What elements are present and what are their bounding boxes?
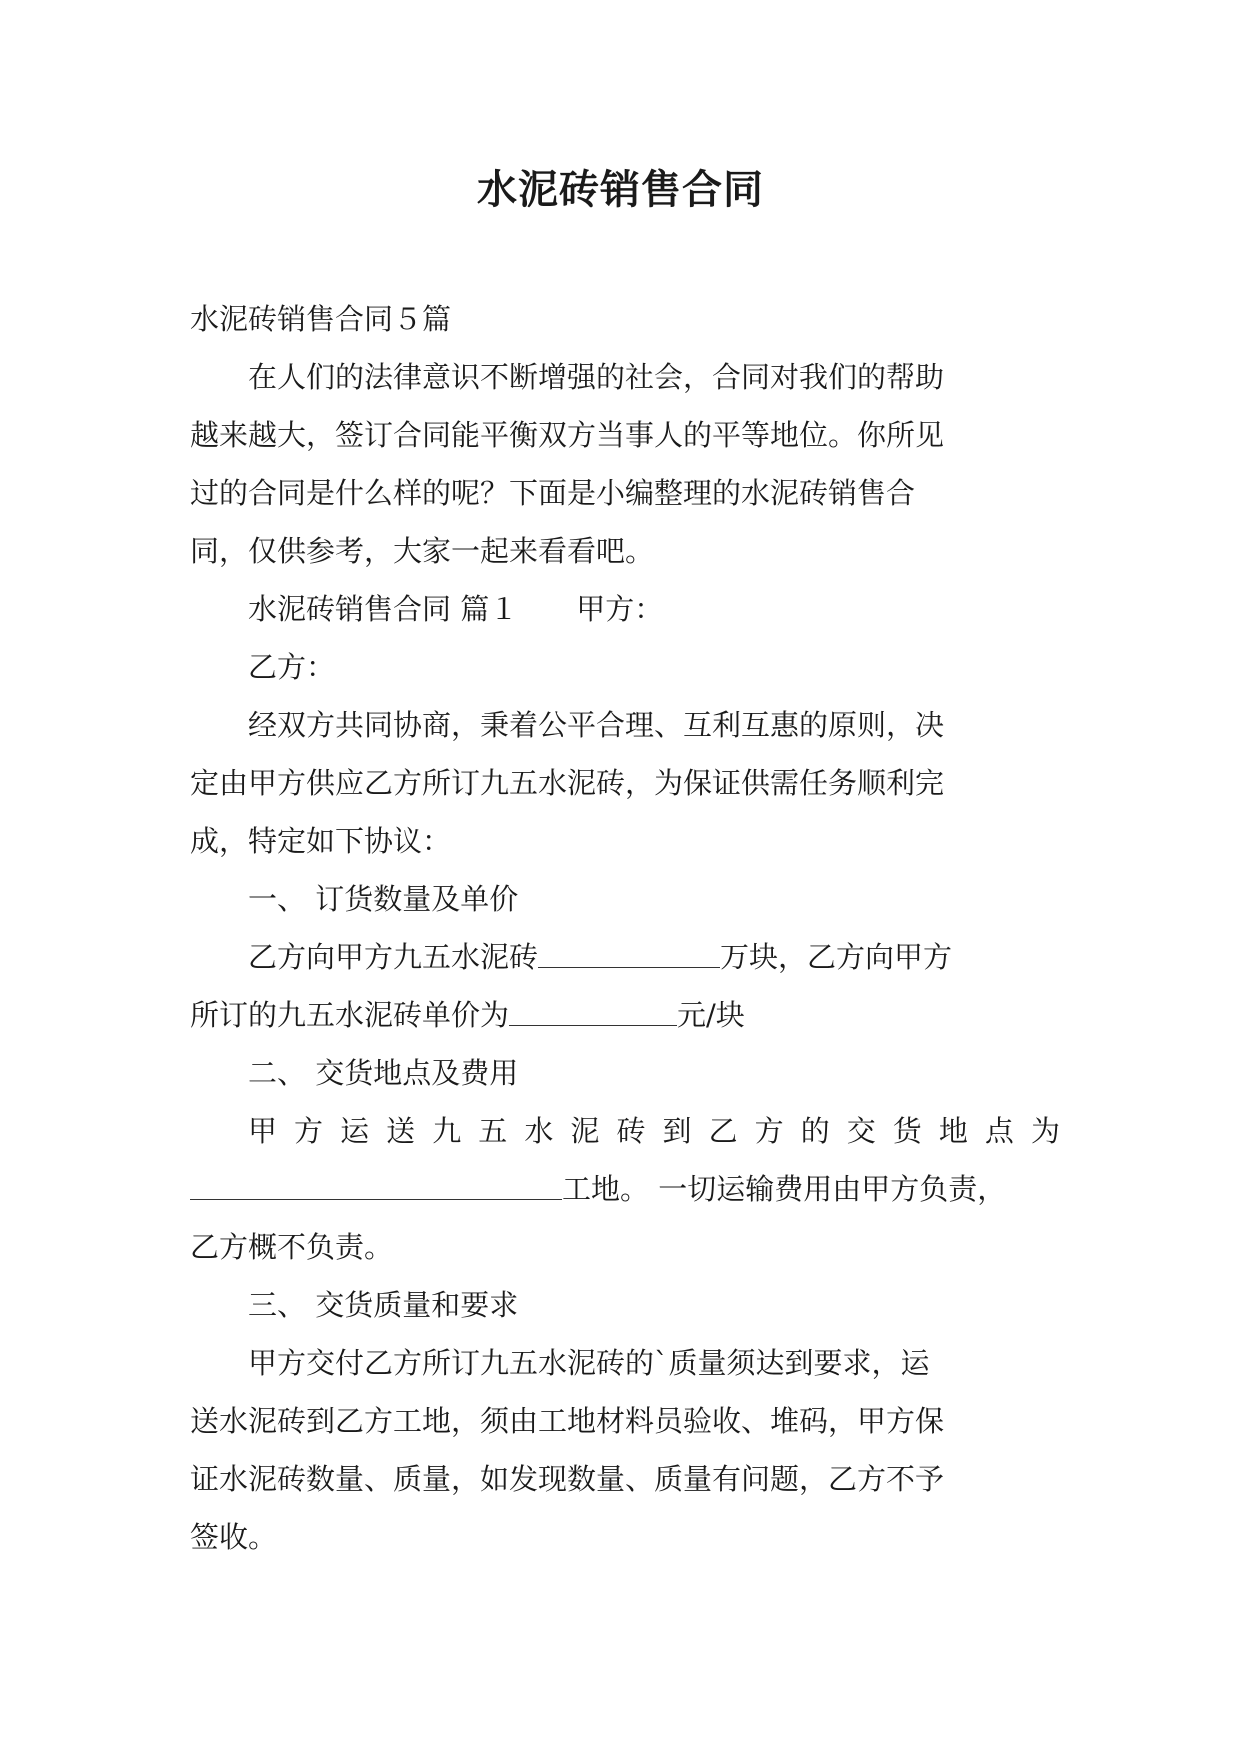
- section3-line-4: 签收。: [190, 1520, 278, 1554]
- piece-heading-line: [190, 580, 1060, 638]
- section1-text-b1: 所订的九五水泥砖单价为: [190, 998, 510, 1032]
- unit-price-blank[interactable]: [509, 995, 677, 1026]
- preamble-line-1: 经双方共同协商，秉着公平合理、互利互惠的原则，决: [248, 708, 945, 742]
- intro-line-3: 过的合同是什么样的呢？下面是小编整理的水泥砖销售合: [190, 476, 916, 510]
- party-a-label: 甲方：: [576, 592, 664, 626]
- intro-line-1: 在人们的法律意识不断增强的社会，合同对我们的帮助: [248, 360, 945, 394]
- intro-line-2: 越来越大，签订合同能平衡双方当事人的平等地位。你所见: [190, 418, 945, 452]
- document-subtitle: 水泥砖销售合同５篇: [190, 302, 452, 336]
- preamble-line-3: 成，特定如下协议：: [190, 824, 452, 858]
- preamble-line-2: 定由甲方供应乙方所订九五水泥砖，为保证供需任务顺利完: [190, 766, 945, 800]
- document-body: [190, 290, 1060, 1566]
- quantity-blank[interactable]: [538, 937, 720, 968]
- section1-text-b2: 元/块: [677, 998, 745, 1032]
- piece-heading: 水泥砖销售合同 篇１: [248, 592, 519, 626]
- section1-heading: 一、 订货数量及单价: [248, 882, 519, 916]
- section1-line-2: [190, 986, 1060, 1044]
- party-b-label: 乙方：: [248, 650, 336, 684]
- intro-line-4: 同，仅供参考，大家一起来看看吧。: [190, 534, 655, 568]
- document-title: 水泥砖销售合同: [477, 166, 764, 213]
- section1-text-a1: 乙方向甲方九五水泥砖: [248, 940, 539, 974]
- section2-line-1: 甲方运送九五水泥砖到乙方的交货地点为: [248, 1114, 1060, 1148]
- section1-text-a2: 万块，乙方向甲方: [720, 940, 953, 974]
- section2-heading: 二、 交货地点及费用: [248, 1056, 519, 1090]
- section1-line-1: [190, 928, 1060, 986]
- section3-heading: 三、 交货质量和要求: [248, 1288, 519, 1322]
- section3-line-3: 证水泥砖数量、质量，如发现数量、质量有问题，乙方不予: [190, 1462, 945, 1496]
- section2-line-3: 乙方概不负责。: [190, 1230, 394, 1264]
- section2-text-l2: 工地。 一切运输费用由甲方负责，: [562, 1172, 1007, 1206]
- section2-line-2: [190, 1160, 1060, 1218]
- delivery-site-blank[interactable]: [190, 1169, 562, 1200]
- section3-line-1: 甲方交付乙方所订九五水泥砖的`质量须达到要求，运: [248, 1346, 930, 1380]
- section3-line-2: 送水泥砖到乙方工地，须由工地材料员验收、堆码，甲方保: [190, 1404, 945, 1438]
